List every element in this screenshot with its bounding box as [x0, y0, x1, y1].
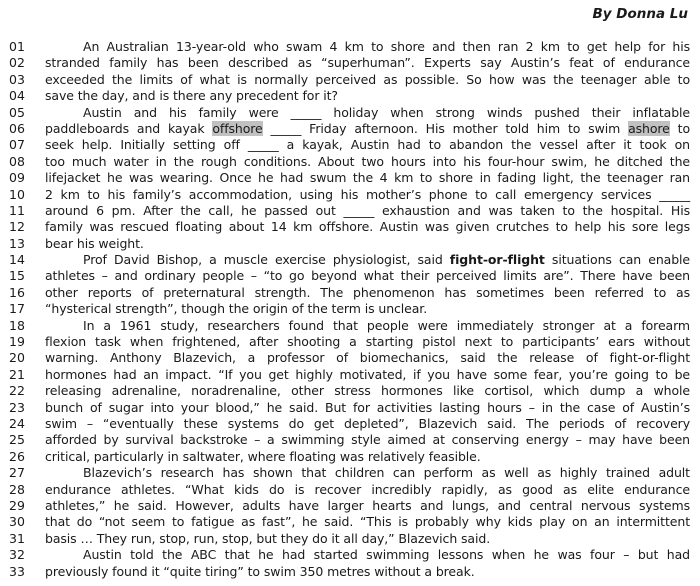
line-number: 18 [9, 317, 25, 333]
line-number: 22 [9, 383, 25, 399]
passage-line [0, 383, 700, 399]
passage-line [0, 39, 700, 55]
line-text: athletes – and ordinary people – “to go beyond what their perceived limits are”. There have been [45, 268, 690, 284]
line-number: 16 [9, 284, 25, 300]
passage-line [0, 350, 700, 366]
line-number: 21 [9, 366, 25, 382]
line-text: “hysterical strength”, though the origin of the term is unclear. [45, 301, 428, 317]
passage-line [0, 285, 700, 301]
line-text: Austin told the ABC that he had started swimming lessons when he was four – but had [83, 547, 690, 563]
passage-line [0, 547, 700, 563]
line-number: 09 [9, 170, 25, 186]
passage-line [0, 514, 700, 530]
passage-line [0, 105, 700, 121]
line-text: athletes,” he said. However, adults have larger hearts and lungs, and central nervous systems [45, 497, 690, 513]
line-text: critical, particularly in saltwater, where floating was relatively feasible. [45, 448, 481, 464]
line-number: 10 [9, 186, 25, 202]
passage-line [0, 531, 700, 547]
line-text: lifejacket he was wearing. Once he had swum the 4 km to shore in fading light, the teenager ran [45, 170, 690, 186]
line-text: swim – “eventually these systems do get depleted”, Blazevich said. The periods of recovery [45, 415, 690, 431]
line-number: 27 [9, 465, 25, 481]
line-number: 07 [9, 137, 25, 153]
line-text: Austin and his family were _____ holiday when strong winds pushed their inflatable [83, 104, 690, 120]
passage-line [0, 203, 700, 219]
passage-line [0, 400, 700, 416]
passage-line [0, 170, 700, 186]
passage-line [0, 72, 700, 88]
line-number: 11 [9, 202, 25, 218]
line-text: too much water in the rough conditions. About two hours into his four-hour swim, he ditched the [45, 153, 690, 169]
passage-line [0, 236, 700, 252]
passage-line [0, 55, 700, 71]
passage-line [0, 498, 700, 514]
passage-line [0, 416, 700, 432]
line-text: around 6 pm. After the call, he passed out _____ exhaustion and was taken to the hospital. His [45, 202, 690, 218]
line-number: 20 [9, 350, 25, 366]
line-text: endurance athletes. “What kids do is recover incredibly rapidly, as good as elite endurance [45, 481, 690, 497]
line-number: 03 [9, 71, 25, 87]
line-text: An Australian 13-year-old who swam 4 km to shore and then ran 2 km to get help for his [83, 39, 690, 54]
line-text: stranded family has been described as “superhuman”. Experts say Austin’s feat of endurance [45, 55, 690, 71]
line-text: save the day, and is there any precedent for it? [45, 88, 338, 104]
passage-line [0, 219, 700, 235]
passage-line [0, 154, 700, 170]
line-number: 31 [9, 530, 25, 546]
passage-line [0, 465, 700, 481]
line-number: 30 [9, 514, 25, 530]
byline: By Donna Lu [592, 6, 688, 22]
line-number: 12 [9, 219, 25, 235]
line-text: exceeded the limits of what is normally perceived as possible. So how was the teenager able to [45, 71, 690, 87]
line-number: 13 [9, 235, 25, 251]
line-number: 23 [9, 399, 25, 415]
line-number: 32 [9, 547, 25, 563]
line-text: bear his weight. [45, 235, 144, 251]
reading-passage [0, 39, 700, 580]
passage-line [0, 88, 700, 104]
line-text: afforded by survival backstroke – a swimming style aimed at conserving energy – may have been [45, 432, 690, 448]
passage-line [0, 268, 700, 284]
line-text: bunch of sugar into your blood,” he said. But for activities lasting hours – in the case of Austin’s [45, 399, 690, 415]
bold-term: fight-or-flight [449, 252, 545, 268]
line-text: other reports of preternatural strength. The phenomenon has sometimes been referred to as [45, 284, 690, 300]
line-text: flexion task when frightened, after shooting a starting pistol next to participants’ ears without [45, 334, 690, 350]
line-number: 17 [9, 301, 25, 317]
passage-line [0, 432, 700, 448]
line-text: paddleboards and kayak offshore _____ Friday afternoon. His mother told him to swim ashore to [45, 120, 690, 136]
line-text: 2 km to his family’s accommodation, using his mother’s phone to call emergency services _____ [45, 186, 690, 202]
passage-line [0, 121, 700, 137]
passage-line [0, 137, 700, 153]
passage-line [0, 301, 700, 317]
line-text: warning. Anthony Blazevich, a professor of biomechanics, said the release of fight-or-flight [45, 350, 690, 366]
line-text: seek help. Initially setting off _____ a kayak, Austin had to abandon the vessel after it took on [45, 137, 690, 153]
line-number: 14 [9, 252, 25, 268]
line-text: In a 1961 study, researchers found that people were immediately stronger at a forearm [83, 317, 690, 333]
passage-line [0, 564, 700, 580]
line-number: 05 [9, 104, 25, 120]
line-text: basis … They run, stop, run, stop, but they do it all day,” Blazevich said. [45, 530, 491, 546]
line-number: 33 [9, 563, 25, 579]
line-text: previously found it “quite tiring” to swim 350 metres without a break. [45, 563, 475, 579]
passage-line [0, 367, 700, 383]
line-number: 04 [9, 88, 25, 104]
line-number: 28 [9, 481, 25, 497]
line-number: 26 [9, 448, 25, 464]
line-text: Blazevich’s research has shown that children can perform as well as highly trained adult [83, 465, 690, 481]
passage-line [0, 334, 700, 350]
line-number: 01 [9, 39, 25, 54]
line-text: Prof David Bishop, a muscle exercise physiologist, said fight-or-flight situations can enable [83, 252, 690, 268]
line-number: 15 [9, 268, 25, 284]
passage-line [0, 252, 700, 268]
line-text: that do “not seem to fatigue as fast”, he said. “This is probably why kids play on an intermittent [45, 514, 690, 530]
line-text: releasing adrenaline, noradrenaline, other stress hormones like cortisol, which dump a whole [45, 383, 690, 399]
line-number: 25 [9, 432, 25, 448]
highlighted-word: offshore [212, 120, 263, 136]
passage-line [0, 449, 700, 465]
passage-line [0, 318, 700, 334]
line-text: hormones had an impact. “If you get highly motivated, if you have some fear, you’re going to be [45, 366, 690, 382]
line-number: 08 [9, 153, 25, 169]
line-number: 29 [9, 497, 25, 513]
highlighted-word: ashore [628, 120, 670, 136]
passage-line [0, 482, 700, 498]
line-text: family was rescued floating about 14 km offshore. Austin was given crutches to help his sore legs [45, 219, 690, 235]
line-number: 24 [9, 415, 25, 431]
line-number: 19 [9, 334, 25, 350]
passage-line [0, 187, 700, 203]
line-number: 06 [9, 120, 25, 136]
line-number: 02 [9, 55, 25, 71]
